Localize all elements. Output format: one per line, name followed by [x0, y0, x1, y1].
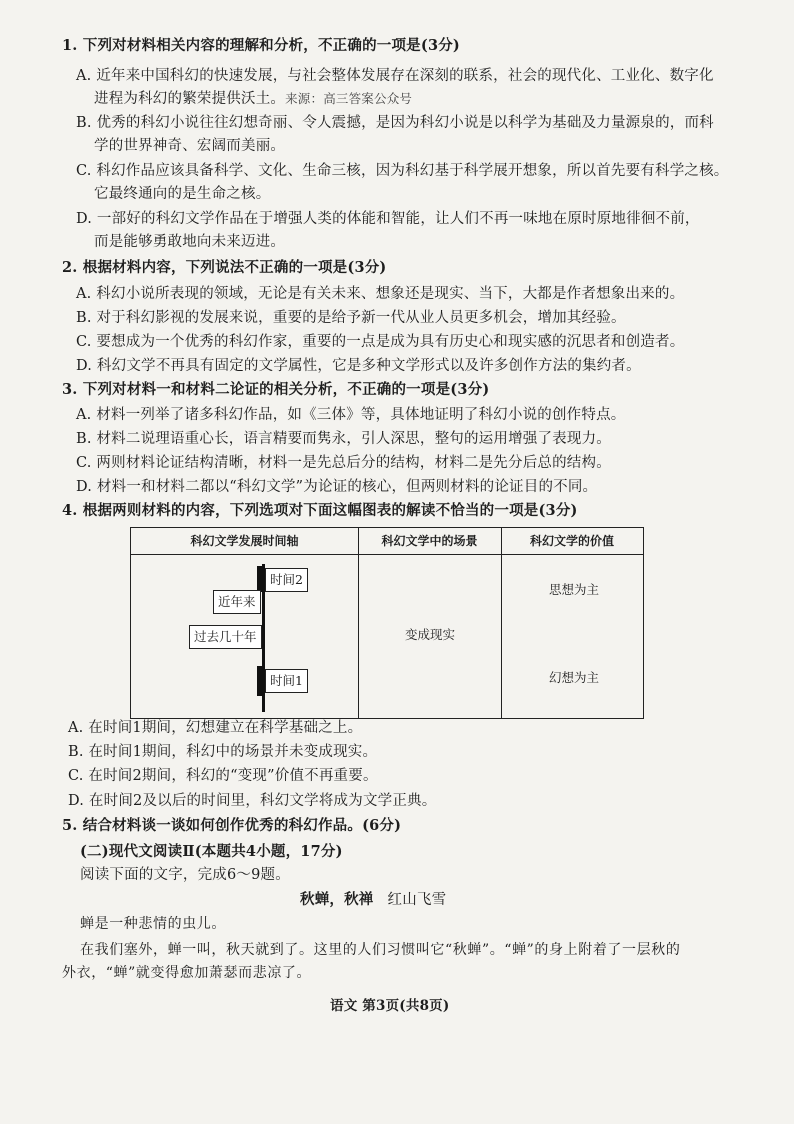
section-heading: (二)现代文阅读Ⅱ(本题共4小题，17分): [80, 843, 343, 860]
time1-label: 时间1: [265, 669, 308, 693]
reading-instruction: 阅读下面的文字，完成6～9题。: [80, 867, 290, 883]
time2-label: 时间2: [265, 568, 308, 592]
q1-option-a: A. 近年来中国科幻的快速发展，与社会整体发展存在深刻的联系，社会的现代化、工业化、数字化: [76, 68, 714, 84]
timeline-figure: [130, 527, 644, 719]
q1-option-d-cont: 而是能够勇敢地向未来迈进。: [94, 234, 286, 250]
scene-text: 变成现实: [405, 627, 456, 642]
figure-header-value: 科幻文学的价值: [501, 528, 643, 555]
q3-option-a: A. 材料一列举了诸多科幻作品，如《三体》等，具体地证明了科幻小说的创作特点。: [76, 407, 626, 423]
figure-divider-1: [358, 528, 359, 718]
story-author: 红山飞雪: [387, 892, 447, 908]
q1-option-c-cont: 它最终通向的是生命之核。: [94, 186, 271, 202]
page-footer: 语文 第3页(共8页): [330, 998, 450, 1014]
q1-option-d: D. 一部好的科幻文学作品在于增强人类的体能和智能，让人们不再一味地在原时原地徘徊不前，: [76, 211, 700, 227]
story-title-line: [300, 890, 446, 910]
time1-marker: [257, 666, 263, 696]
q2-option-a: A. 科幻小说所表现的领域，无论是有关未来、想象还是现实、当下，大都是作者想象出来的。: [76, 286, 685, 302]
question-1: 1. 下列对材料相关内容的理解和分析，不正确的一项是(3分): [62, 37, 460, 54]
q2-option-b: B. 对于科幻影视的发展来说，重要的是给予新一代从业人员更多机会，增加其经验。: [76, 310, 626, 326]
q1-option-b-cont: 学的世界神奇、宏阔而美丽。: [94, 138, 286, 154]
figure-divider-2: [501, 528, 502, 718]
q1-option-a-cont: 进程为科幻的繁荣提供沃土。来源：高三答案公众号: [94, 91, 413, 107]
story-title: 秋蝉，秋禅: [300, 891, 374, 908]
q2-option-c: C. 要想成为一个优秀的科幻作家，重要的一点是成为具有历史心和现实感的沉思者和创造者。: [76, 334, 685, 350]
q1-option-c: C. 科幻作品应该具备科学、文化、生命三核，因为科幻基于科学展开想象，所以首先要有科学之核。: [76, 163, 729, 179]
q4-option-d: D. 在时间2及以后的时间里，科幻文学将成为文学正典。: [68, 793, 437, 809]
question-5: 5. 结合材料谈一谈如何创作优秀的科幻作品。(6分): [62, 817, 402, 834]
q1-option-b: B. 优秀的科幻小说往往幻想奇丽、令人震撼，是因为科幻小说是以科学为基础及力量源泉的，而科: [76, 115, 714, 131]
q4-option-c: C. 在时间2期间，科幻的“变现”价值不再重要。: [68, 768, 378, 784]
q3-option-c: C. 两则材料论证结构清晰，材料一是先总后分的结构，材料二是先分后总的结构。: [76, 455, 611, 471]
question-3: 3. 下列对材料一和材料二论证的相关分析，不正确的一项是(3分): [62, 381, 490, 398]
story-paragraph-1: 蝉是一种悲情的虫儿。: [80, 916, 226, 932]
value-top-text: 思想为主: [549, 582, 600, 597]
figure-header-timeline: 科幻文学发展时间轴: [131, 528, 358, 555]
question-2: 2. 根据材料内容，下列说法不正确的一项是(3分): [62, 259, 387, 276]
value-bottom-text: 幻想为主: [549, 670, 600, 685]
q3-option-d: D. 材料一和材料二都以“科幻文学”为论证的核心，但两则材料的论证目的不同。: [76, 479, 598, 495]
figure-header-scene: 科幻文学中的场景: [358, 528, 501, 555]
q4-option-b: B. 在时间1期间，科幻中的场景并未变成现实。: [68, 744, 378, 760]
q2-option-d: D. 科幻文学不再具有固定的文学属性，它是多种文学形式以及许多创作方法的集约者。: [76, 358, 641, 374]
story-paragraph-2: 在我们塞外，蝉一叫，秋天就到了。这里的人们习惯叫它“秋蝉”。“蝉”的身上附着了一层秋的: [80, 942, 681, 958]
recent-label: 近年来: [213, 590, 261, 614]
time2-marker: [257, 566, 263, 592]
question-4: 4. 根据两则材料的内容，下列选项对下面这幅图表的解读不恰当的一项是(3分): [62, 502, 578, 519]
q3-option-b: B. 材料二说理语重心长，语言精要而隽永，引人深思，整句的运用增强了表现力。: [76, 431, 611, 447]
q4-option-a: A. 在时间1期间，幻想建立在科学基础之上。: [68, 720, 363, 736]
watermark: 来源：高三答案公众号: [285, 91, 413, 106]
story-paragraph-2-cont: 外衣，“蝉”就变得愈加萧瑟而悲凉了。: [62, 965, 312, 981]
past-decades-label: 过去几十年: [189, 625, 262, 649]
